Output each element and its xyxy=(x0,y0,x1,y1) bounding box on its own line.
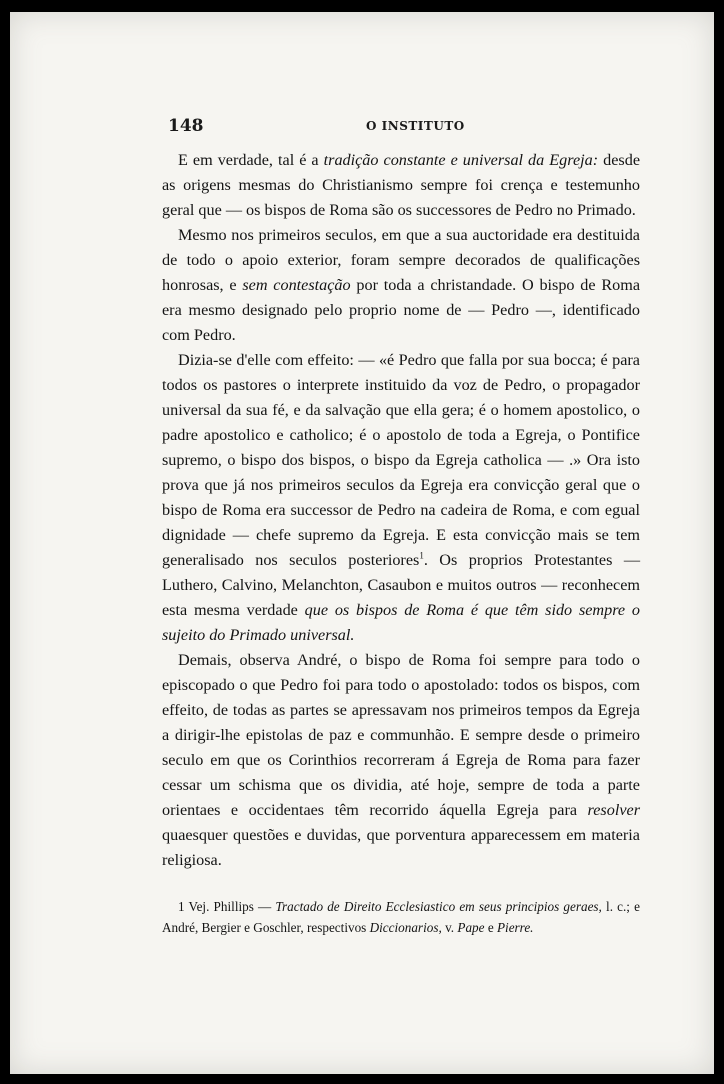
italic-run: Pierre. xyxy=(496,920,534,935)
footnote-number: 1 xyxy=(178,899,185,914)
text-run: l. c.; e André, Bergier e Goschler, respectivos xyxy=(162,899,640,935)
italic-run: que os bispos de Roma é que têm sido sempre o sujeito do Primado universal. xyxy=(162,601,640,644)
footnote-1 xyxy=(162,896,640,938)
text-run: e xyxy=(484,920,497,935)
page-number: 148 xyxy=(168,116,204,136)
paragraph-2 xyxy=(162,223,640,348)
text-run: v. xyxy=(441,920,458,935)
italic-run: Diccionarios, xyxy=(369,920,442,935)
text-run: Vej. Phillips — xyxy=(184,899,276,914)
text-run: quaesquer questões e duvidas, que porventura apparecessem em materia religiosa. xyxy=(162,826,640,869)
paragraph-1 xyxy=(162,148,640,223)
italic-run: tradição constante e universal da Egreja: xyxy=(323,151,599,169)
running-head: O INSTITUTO xyxy=(366,119,465,133)
footnote-marker: 1 xyxy=(419,550,424,561)
text-run: . Os proprios Protestantes — Luthero, Calvino, Melanchton, Casaubon e muitos outros — reconhecem esta mesma verdade xyxy=(162,551,641,619)
text-run: Dizia-se d'elle com effeito: — «é Pedro que falla por sua bocca; é para todos os pastores o interprete instituido da voz de Pedro, o propagador universal da sua fé, e da salvação que ella gera; é o homem apostolico, o padre apostolico e catholico; é o apostolo de toda a Egreja, o Pontifice supremo, o bispo dos bispos, o bispo da Egreja catholica — .» Ora isto prova que já nos primeiros seculos da Egreja era convicção geral que o bispo de Roma era successor de Pedro na cadeira de Roma, e com egual dignidade — chefe supremo da Egreja. E esta convicção mais se tem generalisado nos seculos posteriores xyxy=(162,351,640,569)
page-header xyxy=(168,116,648,140)
italic-run: Tractado de Direito Ecclesiastico em seus principios geraes, xyxy=(275,899,602,914)
text-run: Mesmo nos primeiros seculos, em que a sua auctoridade era destituida de todo o apoio exterior, foram sempre decorados de qualificações honrosas, e xyxy=(162,226,640,294)
italic-run: resolver xyxy=(587,801,640,819)
italic-run: sem contestação xyxy=(242,276,351,294)
paragraph-4 xyxy=(162,648,640,873)
text-run: Demais, observa André, o bispo de Roma foi sempre para todo o episcopado o que Pedro foi para todo o apostolado: todos os bispos, com effeito, de todas as partes se apressavam nos primeiros tempos da Egreja a dirigir-lhe epistolas de paz e communhão. E sempre desde o primeiro seculo em que os Corinthios recorreram á Egreja de Roma para fazer cessar um schisma que os dividia, até hoje, sempre de toda a parte orientaes e occidentaes têm recorrido áquella Egreja para xyxy=(162,651,640,819)
text-run: E em verdade, tal é a xyxy=(178,151,324,169)
footnotes xyxy=(162,896,640,938)
text-run: por toda a christandade. O bispo de Roma era mesmo designado pelo proprio nome de — Pedro —, identificado com Pedro. xyxy=(162,276,641,344)
body-text xyxy=(162,148,640,873)
paragraph-3 xyxy=(162,348,640,648)
italic-run: Pape xyxy=(457,920,485,935)
text-run: desde as origens mesmas do Christianismo sempre foi crença e testemunho geral que — os bispos de Roma são os successores de Pedro no Primado. xyxy=(162,151,641,219)
